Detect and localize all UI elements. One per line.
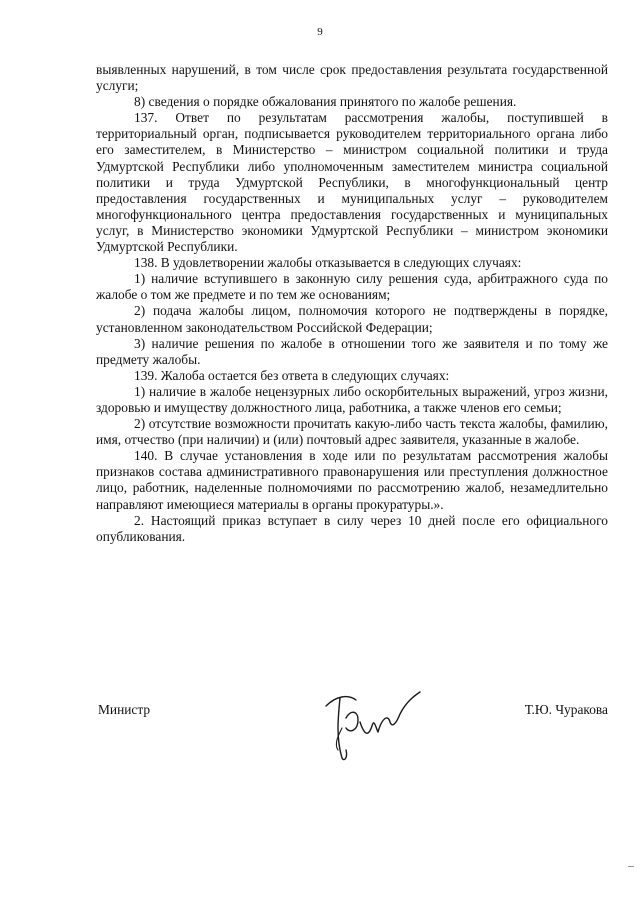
paragraph-10: 140. В случае установления в ходе или по результатам рассмотрения жалобы признаков состава административного правонарушения или преступления должностное лицо, работник, наделенные полномочиями по рассмотрению жалоб, незамедлительно направляют имеющиеся материалы в органы прокуратуры.». <box>96 448 608 512</box>
paragraph-5: 2) подача жалобы лицом, полномочия которого не подтверждены в порядке, установленном законодательством Российской Федерации; <box>96 303 608 335</box>
signature-block <box>96 700 608 770</box>
paragraph-1: 8) сведения о порядке обжалования принятого по жалобе решения. <box>134 94 517 110</box>
signatory-name: Т.Ю. Чуракова <box>524 702 608 717</box>
paragraph-3: 138. В удовлетворении жалобы отказывается в следующих случаях: <box>134 255 522 271</box>
paragraph-2: 137. Ответ по результатам рассмотрения жалобы, поступившей в территориальный орган, подписывается руководителем территориального органа либо его заместителем, в Министерство – министром социальной политики и труда Удмуртской Республики либо уполномоченным заместителем министра социальной политики и труда Удмуртской Республики, в многофункциональный центр предоставления государственных и муниципальных услуг – руководителем многофункционального центра предоставления государственных и муниципальных услуг, в Министерство экономики Удмуртской Республики – министром экономики Удмуртской Республики. <box>96 110 608 255</box>
paragraph-8: 1) наличие в жалобе нецензурных либо оскорбительных выражений, угроз жизни, здоровью и имуществу должностного лица, работника, а также членов его семьи; <box>96 383 608 415</box>
paragraph-4: 1) наличие вступившего в законную силу решения суда, арбитражного суда по жалобе о том же предмете и по тем же основаниям; <box>96 271 608 303</box>
document-body <box>96 62 608 545</box>
paragraph-0: выявленных нарушений, в том числе срок предоставления результата государственной услуги; <box>96 62 608 94</box>
paragraph-6: 3) наличие решения по жалобе в отношении того же заявителя и по тому же предмету жалобы. <box>96 335 608 367</box>
page-number: 9 <box>317 26 323 38</box>
handwritten-signature-icon <box>316 688 426 766</box>
margin-mark <box>628 866 634 867</box>
signatory-title: Министр <box>98 702 151 717</box>
paragraph-11: 2. Настоящий приказ вступает в силу через 10 дней после его официального опубликования. <box>96 512 608 544</box>
paragraph-9: 2) отсутствие возможности прочитать какую-либо часть текста жалобы, фамилию, имя, отчество (при наличии) и (или) почтовый адрес заявителя, указанные в жалобе. <box>96 416 608 448</box>
paragraph-7: 139. Жалоба остается без ответа в следующих случаях: <box>134 367 450 383</box>
